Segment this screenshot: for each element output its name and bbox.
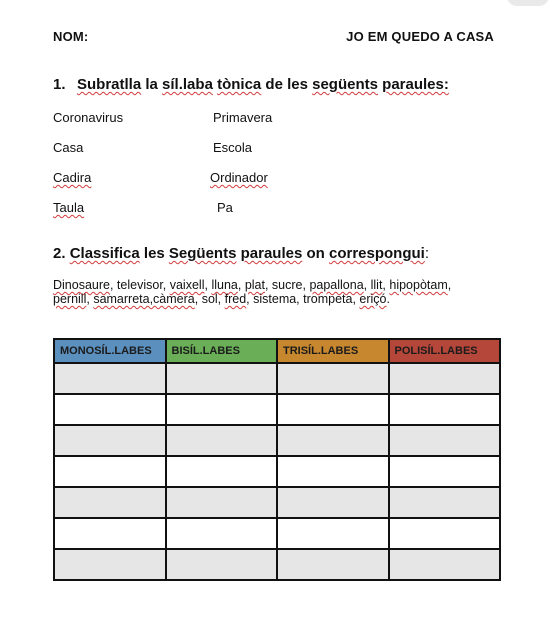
header-monosyllables: MONOSÍL.LABES [54,339,166,363]
answer-cell[interactable] [166,487,278,518]
heading-word: següents [312,76,378,93]
answer-cell[interactable] [389,425,501,456]
heading-word: Classifica [69,245,140,262]
answer-cell[interactable] [54,425,166,456]
answer-cell[interactable] [166,363,278,394]
table-header-row [54,339,500,363]
answer-cell[interactable] [389,456,501,487]
answer-cell[interactable] [166,425,278,456]
answer-cell[interactable] [277,425,389,456]
heading-word: les [139,245,169,262]
table-row [54,487,500,518]
answer-cell[interactable] [277,363,389,394]
heading-word: paraules: [382,76,449,93]
table-row [54,363,500,394]
answer-cell[interactable] [389,518,501,549]
page-corner-tab [507,0,549,6]
answer-cell[interactable] [166,549,278,580]
answer-cell[interactable] [389,363,501,394]
answer-cell[interactable] [54,487,166,518]
answer-cell[interactable] [54,549,166,580]
heading-word: la [141,76,163,93]
answer-cell[interactable] [54,518,166,549]
table-row [54,549,500,580]
list-text: , [447,278,452,292]
list-text: , televisor, [109,278,170,292]
list-word: hipopòtam [389,278,448,292]
heading-word: tònica [217,76,262,93]
list-word: fred [224,292,247,306]
answer-cell[interactable] [277,487,389,518]
answer-cell[interactable] [389,394,501,425]
exercise-1-heading [53,76,449,93]
answer-cell[interactable] [54,363,166,394]
heading-word: correspongui [328,245,425,262]
word-right-2: Escola [213,140,253,155]
table-row [54,394,500,425]
answer-cell[interactable] [277,456,389,487]
word-left-3: Cadira [53,170,92,185]
name-label: NOM: [53,29,89,44]
heading-word: de les [261,76,313,93]
list-word: papallona [309,278,364,292]
list-word: lluna [211,278,238,292]
list-text: , sistema, trompeta, [246,292,360,306]
list-text: , [237,278,245,292]
exercise-1-number: 1. [53,76,66,93]
list-text: , [363,278,371,292]
list-text: . [386,292,390,306]
worksheet-title: JO EM QUEDO A CASA [346,29,494,44]
list-text: , sol, [194,292,225,306]
answer-cell[interactable] [166,518,278,549]
list-text: , [382,278,390,292]
table-row [54,425,500,456]
header-bisyllables: BISÍL.LABES [166,339,278,363]
word-right-3: Ordinador [210,170,268,185]
word-list [53,278,483,306]
answer-cell[interactable] [54,456,166,487]
list-word: plat [244,278,265,292]
answer-cell[interactable] [166,456,278,487]
list-text: , [86,292,94,306]
answer-cell[interactable] [277,549,389,580]
heading-word: on [302,245,329,262]
list-text: , [204,278,212,292]
exercise-2-heading [53,245,429,262]
heading-colon: : [424,245,430,262]
answer-cell[interactable] [389,487,501,518]
header-trisyllables: TRISÍL.LABES [277,339,389,363]
word-left-4: Taula [53,200,85,215]
list-word: eriçó [359,292,387,306]
list-word: vaixell [169,278,205,292]
heading-word: Següents [168,245,237,262]
list-word: Dinosaure [53,278,110,292]
answer-cell[interactable] [277,518,389,549]
word-right-1: Primavera [213,110,273,125]
word-left-1: Coronavirus [53,110,124,125]
table-row [54,518,500,549]
answer-cell[interactable] [54,394,166,425]
heading-word: síl.laba [162,76,213,93]
table-body [54,363,500,580]
list-word: samarreta,càmera [93,292,195,306]
answer-cell[interactable] [389,549,501,580]
heading-word: paraules [240,245,303,262]
answer-cell[interactable] [166,394,278,425]
table-row [54,456,500,487]
heading-word: Subratlla [77,76,142,93]
word-left-2: Casa [53,140,84,155]
list-word: llit [370,278,383,292]
word-right-4: Pa [217,200,233,215]
list-word: pernill [53,292,87,306]
classification-table [53,338,501,581]
header-polysyllables: POLISÍL.LABES [389,339,501,363]
heading-word: 2. [53,245,70,262]
answer-cell[interactable] [277,394,389,425]
list-text: , sucre, [264,278,310,292]
